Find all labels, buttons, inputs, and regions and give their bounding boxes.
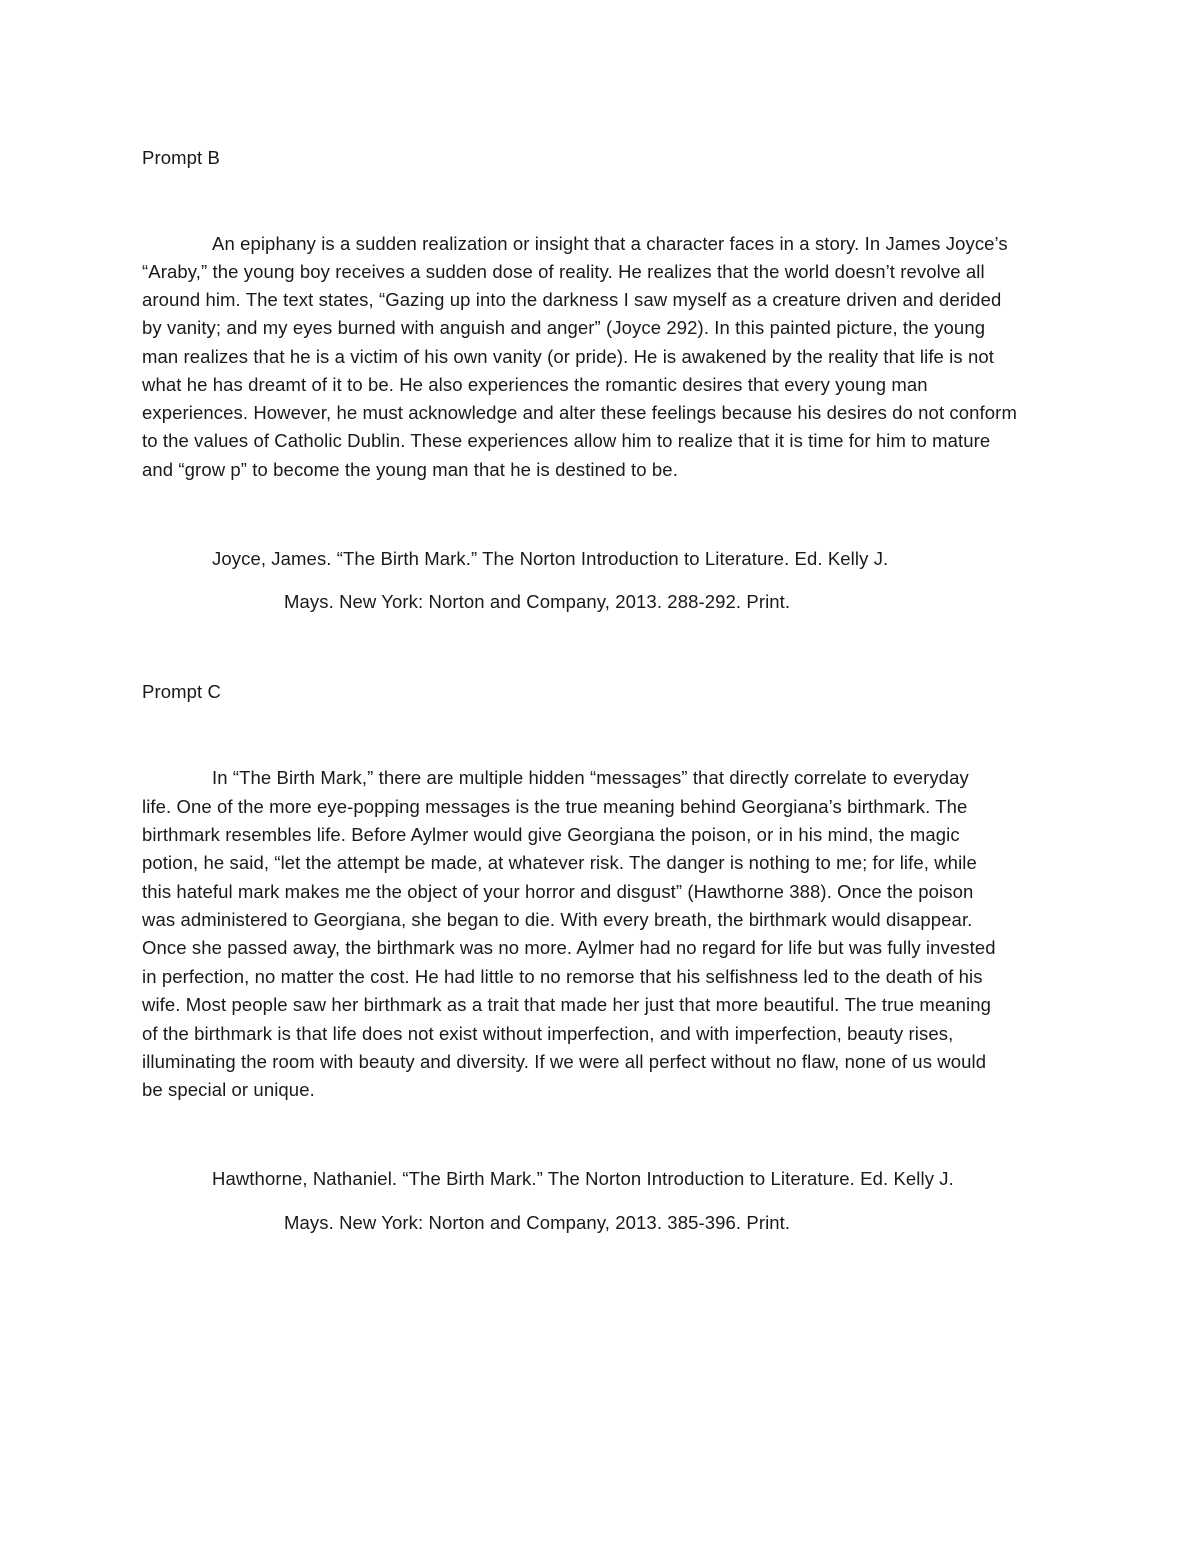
prompt-c-heading: Prompt C bbox=[142, 681, 221, 702]
prompt-b-paragraph-line: experiences. However, he must acknowledge and alter these feelings because his desires do not conform bbox=[142, 402, 1017, 423]
prompt-b-citation-line-2: Mays. New York: Norton and Company, 2013. 288-292. Print. bbox=[284, 591, 791, 612]
prompt-b-paragraph-line: and “grow p” to become the young man that he is destined to be. bbox=[142, 459, 678, 480]
prompt-b-paragraph-line: by vanity; and my eyes burned with anguish and anger” (Joyce 292). In this painted picture, the young bbox=[142, 317, 986, 338]
prompt-c-citation-line-2: Mays. New York: Norton and Company, 2013. 385-396. Print. bbox=[284, 1212, 791, 1233]
prompt-b-paragraph-line: man realizes that he is a victim of his own vanity (or pride). He is awakened by the reality that life is not bbox=[142, 346, 994, 367]
prompt-c-paragraph-line: potion, he said, “let the attempt be made, at whatever risk. The danger is nothing to me; for life, while bbox=[142, 852, 977, 873]
prompt-c-paragraph-line: illuminating the room with beauty and diversity. If we were all perfect without no flaw, none of us would bbox=[142, 1051, 987, 1072]
prompt-b-paragraph-line: what he has dreamt of it to be. He also experiences the romantic desires that every young man bbox=[142, 374, 928, 395]
prompt-c-paragraph-line: Once she passed away, the birthmark was no more. Aylmer had no regard for life but was fully invested bbox=[142, 937, 996, 958]
prompt-c-paragraph-line: be special or unique. bbox=[142, 1079, 315, 1100]
prompt-b-paragraph-line: around him. The text states, “Gazing up into the darkness I saw myself as a creature driven and derided bbox=[142, 289, 1002, 310]
prompt-c-paragraph-line: birthmark resembles life. Before Aylmer would give Georgiana the poison, or in his mind, the magic bbox=[142, 824, 960, 845]
prompt-c-paragraph-line: life. One of the more eye-popping messages is the true meaning behind Georgiana’s birthmark. The bbox=[142, 796, 968, 817]
prompt-c-paragraph-line: In “The Birth Mark,” there are multiple hidden “messages” that directly correlate to everyday bbox=[212, 767, 969, 788]
prompt-c-citation-line-1: Hawthorne, Nathaniel. “The Birth Mark.” The Norton Introduction to Literature. Ed. Kelly J. bbox=[212, 1168, 954, 1189]
prompt-b-heading: Prompt B bbox=[142, 147, 220, 168]
prompt-c-paragraph-line: this hateful mark makes me the object of your horror and disgust” (Hawthorne 388). Once the poison bbox=[142, 881, 974, 902]
prompt-c-paragraph-line: in perfection, no matter the cost. He had little to no remorse that his selfishness led to the death of his bbox=[142, 966, 983, 987]
prompt-b-paragraph-line: to the values of Catholic Dublin. These experiences allow him to realize that it is time for him to mature bbox=[142, 430, 991, 451]
prompt-c-paragraph-line: was administered to Georgiana, she began to die. With every breath, the birthmark would disappear. bbox=[142, 909, 973, 930]
prompt-c-paragraph-line: wife. Most people saw her birthmark as a trait that made her just that more beautiful. The true meaning bbox=[142, 994, 992, 1015]
prompt-b-paragraph-line: An epiphany is a sudden realization or insight that a character faces in a story. In James Joyce’s bbox=[212, 233, 1008, 254]
prompt-c-paragraph-line: of the birthmark is that life does not exist without imperfection, and with imperfection, beauty rises, bbox=[142, 1023, 954, 1044]
prompt-b-citation-line-1: Joyce, James. “The Birth Mark.” The Norton Introduction to Literature. Ed. Kelly J. bbox=[212, 548, 889, 569]
prompt-b-paragraph-line: “Araby,” the young boy receives a sudden dose of reality. He realizes that the world doesn’t revolve all bbox=[142, 261, 985, 282]
